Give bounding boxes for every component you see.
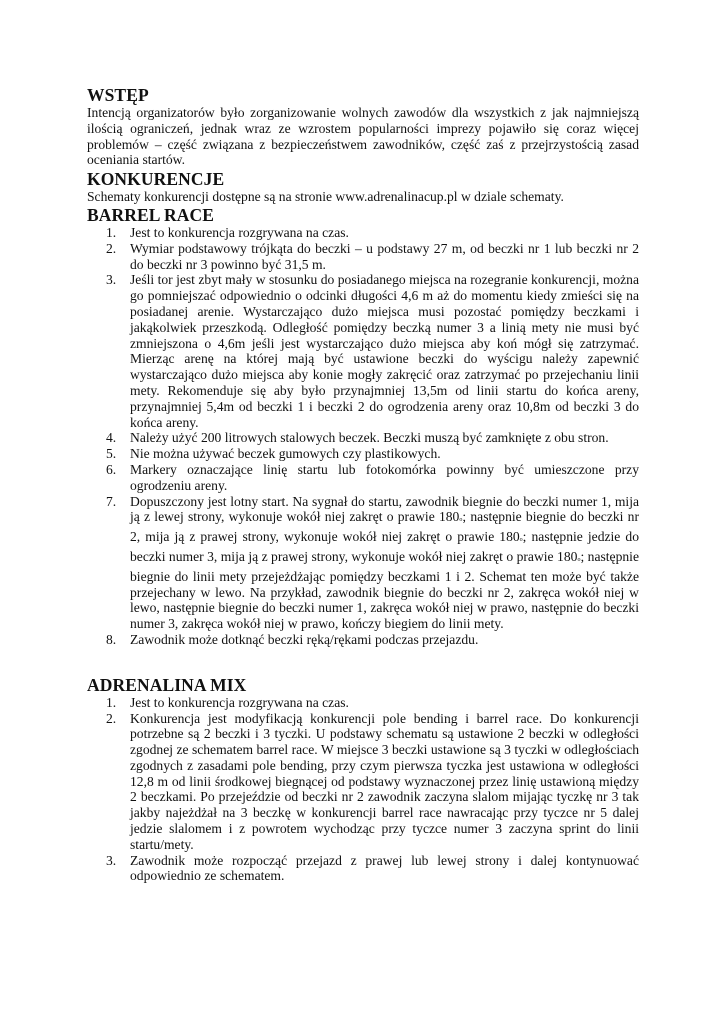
heading-barrel-race: BARREL RACE [87,204,215,225]
list-item [87,272,639,430]
list-item [87,494,639,632]
list-item-number: 8. [106,631,117,647]
barrel-race-list [87,225,639,648]
list-item-text: Zawodnik może dotknąć beczki ręką/rękami podczas przejazdu. [130,631,479,647]
degree-mark: o [519,537,523,544]
list-item [87,711,639,853]
heading-adrenalina-mix: ADRENALINA MIX [87,674,247,695]
list-item-text: ; następnie biegnie do linii mety przejeżdżając pomiędzy beczkami 1 i 2. Schemat ten może być także przejechany w lewo. Na przykład, zawodnik biegnie do beczki nr 2, zakręca wokół niej w lewo, następnie biegnie do beczki numer 1, zakręca wokół niej w prawo, następnie do beczki numer 3, zakręca wokół niej w prawo, kończy biegiem do linii mety. [130,548,639,632]
list-item-text: Markery oznaczające linię startu lub fotokomórka powinny być umieszczone przy ogrodzeniu areny. [130,461,639,493]
heading-konkurencje: KONKURENCJE [87,169,225,190]
list-item-text: Dopuszczony jest lotny start. Na sygnał do startu, zawodnik biegnie do beczki numer 1, mija ją z lewej strony, wykonuje wokół niej zakręt o prawie 180 [130,493,639,525]
list-item-text: Jest to konkurencja rozgrywana na czas. [130,224,349,240]
degree-mark: o [459,517,463,524]
list-item [87,462,639,494]
list-item [87,446,639,462]
list-item-number: 3. [106,272,117,288]
list-item-text: Zawodnik może rozpocząć przejazd z prawej lub lewej strony i dalej kontynuować odpowiednio ze schematem. [130,852,639,884]
list-item-text: Jeśli tor jest zbyt mały w stosunku do posiadanego miejsca na rozegranie konkurencji, można go pomniejszać odpowiednio o odcinki długości 4,6 m aż do momentu kiedy zmieści się na posiadanej arenie. Wystarczająco dużo miejsca musi pozostać pomiędzy beczkami i jakąkolwiek przeszkodą. Odległość pomiędzy beczką numer 3 a linią mety nie musi być zmniejszona o 4,6m jeśli jest wystarczająco dużo miejsca aby koń mógł się zatrzymać. Mierząc arenę na której mają być ustawione beczki do wyścigu należy zapewnić wystarczająco dużo miejsca aby konie mogły zakręcić oraz zatrzymać po przejechaniu linii mety. Rekomenduje się aby było przynajmniej 13,5m od linii startu do końca areny, przynajmniej 5,4m od beczki 1 i beczki 2 do ogrodzenia areny oraz 10,8m od beczki 3 do końca areny. [130,272,639,430]
list-item [87,632,639,648]
list-item-number: 2. [106,240,117,256]
paragraph-konkurencje: Schematy konkurencji dostępne są na stronie www.adrenalinacup.pl w dziale schematy. [87,189,564,205]
list-item-number: 1. [106,224,117,240]
list-item-number: 2. [106,710,117,726]
list-item [87,430,639,446]
list-item-number: 7. [106,493,117,509]
list-item-text: Nie można używać beczek gumowych czy plastikowych. [130,446,441,462]
list-item-text: Należy użyć 200 litrowych stalowych beczek. Beczki muszą być zamknięte z obu stron. [130,430,609,446]
list-item-number: 3. [106,852,117,868]
heading-wstep: WSTĘP [87,85,149,105]
list-item [87,853,639,885]
list-item-number: 5. [106,446,117,462]
spacer [87,648,639,676]
list-item-text: Wymiar podstawowy trójkąta do beczki – u podstawy 27 m, od beczki nr 1 lub beczki nr 2 do beczki nr 3 powinno być 31,5 m. [130,240,639,272]
list-item-number: 6. [106,461,117,477]
list-item [87,241,639,273]
list-item [87,695,639,711]
paragraph-wstep: Intencją organizatorów było zorganizowanie wolnych zawodów dla wszystkich z jak najmniejszą ilością ograniczeń, jednak wraz ze wzrostem popularności imprezy pojawiło się coraz więcej problemów – część związana z bezpieczeństwem zawodników, część zaś z przejrzystością zasad oceniania startów. [87,105,639,168]
adrenalina-mix-list [87,695,639,885]
list-item [87,225,639,241]
document-page [87,86,639,884]
list-item-text: ; następnie jedzie do beczki numer 3, mija ją z prawej strony, wykonuje wokół niej zakręt o prawie 180 [130,529,639,564]
list-item-text: Konkurencja jest modyfikacją konkurencji pole bending i barrel race. Do konkurencji potrzebne są 2 beczki i 3 tyczki. U podstawy schematu są ustawione 2 beczki w odległości zgodnej ze schematem barrel race. W miejsce 3 beczki ustawione są 3 tyczki w odległościach zgodnych z zasadami pole bending, przy czym pierwsza tyczka jest ustawiona w odległości 12,8 m od linii środkowej biegnącej od podstawy wyznaczonej przez linię ustawioną między 2 beczkami. Po przejeździe od beczki nr 2 zawodnik zaczyna slalom mijając tyczkę nr 3 tak jakby najeżdżał na 3 beczkę w konkurencji barrel race nawracając przy tyczce nr 5 dalej jedzie slalomem i z powrotem wychodząc przy tyczce numer 3 zaczyna sprint do linii startu/mety. [130,710,639,852]
list-item-text: ; następnie biegnie do beczki nr 2, mija ją z prawej strony, wykonuje wokół niej zakręt o prawie 180 [130,509,639,545]
list-item-number: 4. [106,430,117,446]
list-item-text: Jest to konkurencja rozgrywana na czas. [130,694,349,710]
degree-mark: o [577,556,581,563]
list-item-number: 1. [106,694,117,710]
